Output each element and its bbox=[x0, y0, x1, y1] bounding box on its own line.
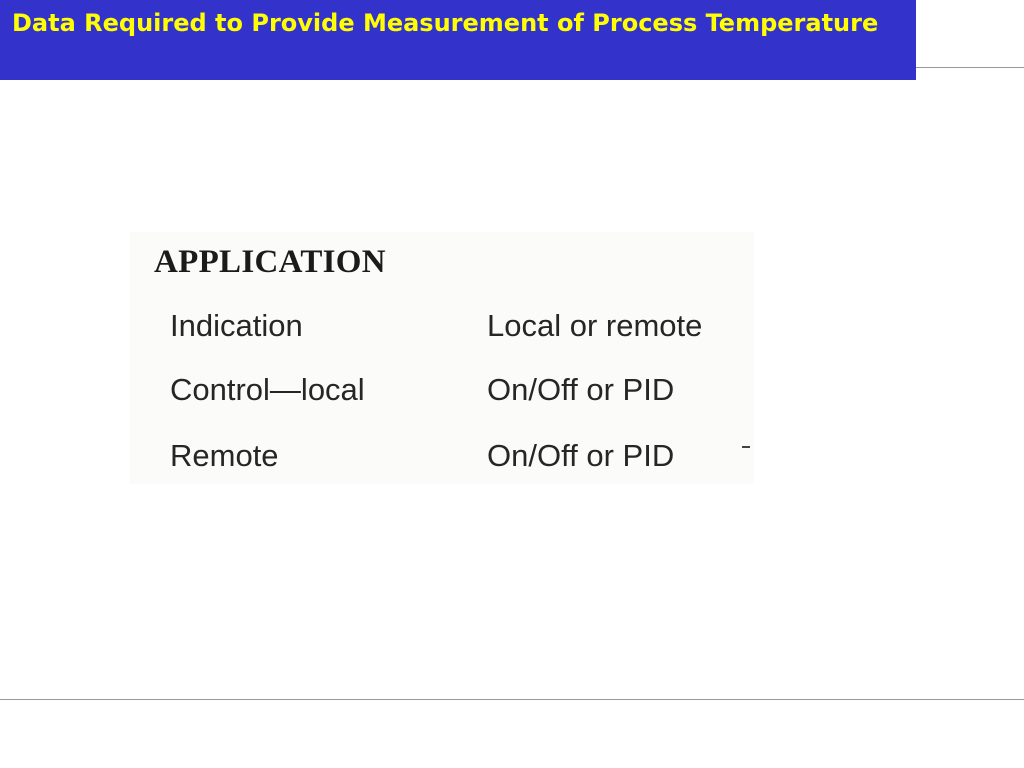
row-value-indication: Local or remote bbox=[487, 308, 703, 343]
top-divider bbox=[916, 67, 1024, 68]
row-label-remote: Remote bbox=[170, 438, 279, 473]
slide-title: Data Required to Provide Measurement of Process Temperature bbox=[12, 9, 879, 37]
bottom-divider bbox=[0, 699, 1024, 700]
scan-artifact-mark bbox=[742, 446, 750, 448]
row-label-indication: Indication bbox=[170, 308, 303, 343]
row-label-control-local: Control—local bbox=[170, 372, 365, 407]
title-bar bbox=[0, 0, 916, 80]
application-table-image bbox=[130, 232, 754, 484]
table-heading: APPLICATION bbox=[154, 244, 386, 280]
row-value-remote: On/Off or PID bbox=[487, 438, 675, 473]
row-value-control-local: On/Off or PID bbox=[487, 372, 675, 407]
